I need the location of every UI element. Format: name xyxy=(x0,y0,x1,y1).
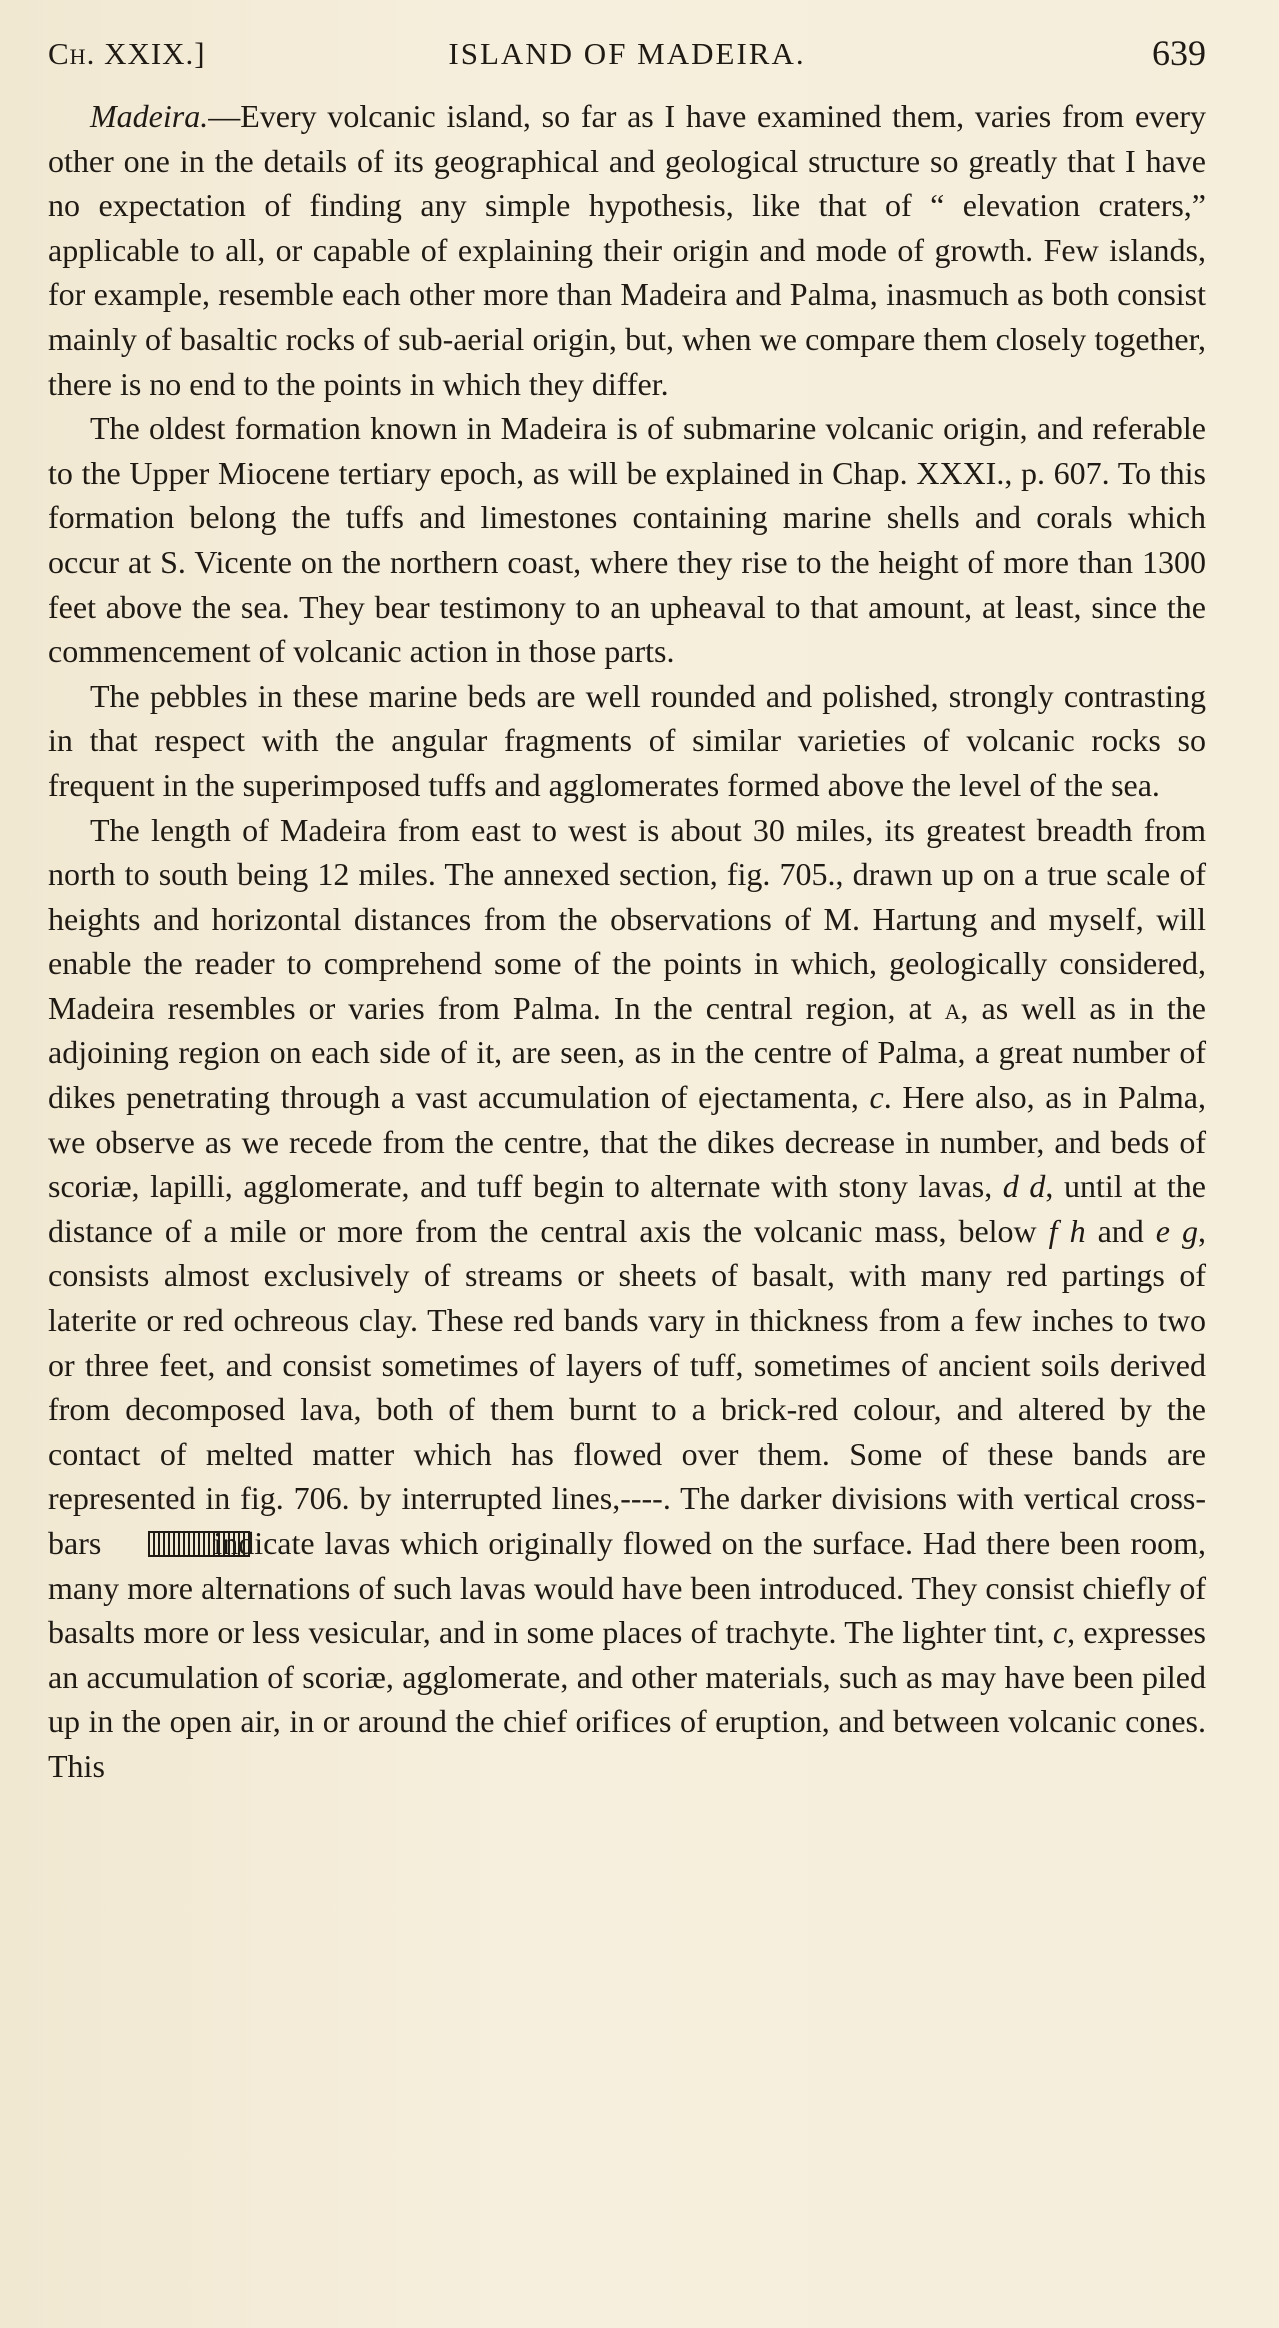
vertical-crossbars-icon xyxy=(105,1525,209,1553)
running-header xyxy=(48,30,1206,86)
paragraph-text-7: indicate lavas which originally flowed on the surface. Had there been room, many more alternations of such lavas would have been introduced. They consist chiefly of basalts more or less vesicular, and in some places of trachyte. The lighter tint, xyxy=(48,1525,1206,1651)
body-text xyxy=(48,94,1206,1789)
paragraph-text-5: and xyxy=(1085,1212,1156,1249)
figure-letter-c: c xyxy=(869,1079,884,1116)
paragraph-text-4: , until at the distance of a mile or more from the central axis the volcanic mass, below xyxy=(48,1168,1207,1249)
paragraph-text-8: , expresses an accumulation of scoriæ, agglomerate, and other materials, such as may have been piled up in the open air, in or around the chief orifices of eruption, and between volcanic cones. This xyxy=(48,1614,1207,1784)
paragraph-madeira-intro xyxy=(48,94,1206,406)
paragraph-text-3: . Here also, as in Palma, we observe as we recede from the centre, that the dikes decrease in number, and beds of scoriæ, lapilli, agglomerate, and tuff begin to alternate with stony lavas, xyxy=(48,1079,1207,1205)
paragraph-oldest-formation xyxy=(48,406,1206,674)
figure-letters-f-h: f h xyxy=(1048,1212,1086,1249)
paragraph-text: —Every volcanic island, so far as I have examined them, varies from every other one in the details of its geographical and geological structure so greatly that I have no expectation of finding any simple hypothesis, like that of “ elevation craters,” applicable to all, or capable of explaining their origin and mode of growth. Few islands, for example, resemble each other more than Madeira and Palma, inasmuch as both consist mainly of basaltic rocks of sub-aerial origin, but, when we compare them closely together, there is no end to the points in which they differ. xyxy=(48,98,1206,402)
paragraph-text: The oldest formation known in Madeira is of submarine volcanic origin, and referable to the Upper Miocene tertiary epoch, as will be explained in Chap. XXXI., p. 607. To this formation belong the tuffs and limestones containing marine shells and corals which occur at S. Vicente on the northern coast, where they rise to the height of more than 1300 feet above the sea. They bear testimony to an upheaval to that amount, at least, since the commencement of volcanic action in those parts. xyxy=(48,410,1206,670)
page-number: 639 xyxy=(1152,33,1206,73)
running-title: ISLAND OF MADEIRA. xyxy=(448,36,806,71)
paragraph-text-2: , as well as in the adjoining region on each side of it, are seen, as in the centre of Palma, a great number of dikes penetrating through a vast accumulation of ejectamenta, xyxy=(48,989,1207,1116)
figure-letter-c-tint: c xyxy=(1052,1614,1068,1651)
figure-letters-d-d: d d xyxy=(1002,1168,1046,1205)
figure-letters-e-g: e g xyxy=(1155,1212,1199,1249)
paragraph-text-1: The length of Madeira from east to west is about 30 miles, its greatest breadth from north to south being 12 miles. The annexed section, fig. 705., drawn up on a true scale of heights and horizontal distances from the observations of M. Hartung and myself, will enable the reader to comprehend some of the points in which, geologically considered, Madeira resembles or varies from Palma. In the central region, at xyxy=(48,811,1206,1026)
paragraph-pebbles xyxy=(48,674,1206,808)
paragraph-lead-in: Madeira. xyxy=(90,98,209,134)
paragraph-length-of-madeira xyxy=(48,808,1206,1789)
paragraph-text: The pebbles in these marine beds are well rounded and polished, strongly contrasting in that respect with the angular fragments of similar varieties of volcanic rocks so frequent in the superimposed tuffs and agglomerates formed above the level of the sea. xyxy=(48,677,1206,803)
chapter-reference: Ch. XXIX.] xyxy=(48,36,206,71)
paragraph-text-6: , consists almost exclusively of streams or sheets of basalt, with many red partings of laterite or red ochreous clay. These red bands vary in thickness from a few inches to two or three feet, and consist sometimes of layers of tuff, sometimes of ancient soils derived from decomposed lava, both of them burnt to a brick-red colour, and altered by the contact of melted matter which has flowed over them. Some of these bands are represented in fig. 706. by interrupted lines,----. The darker divisions with vertical cross-bars xyxy=(48,1212,1207,1561)
figure-letter-a: a xyxy=(944,989,961,1026)
